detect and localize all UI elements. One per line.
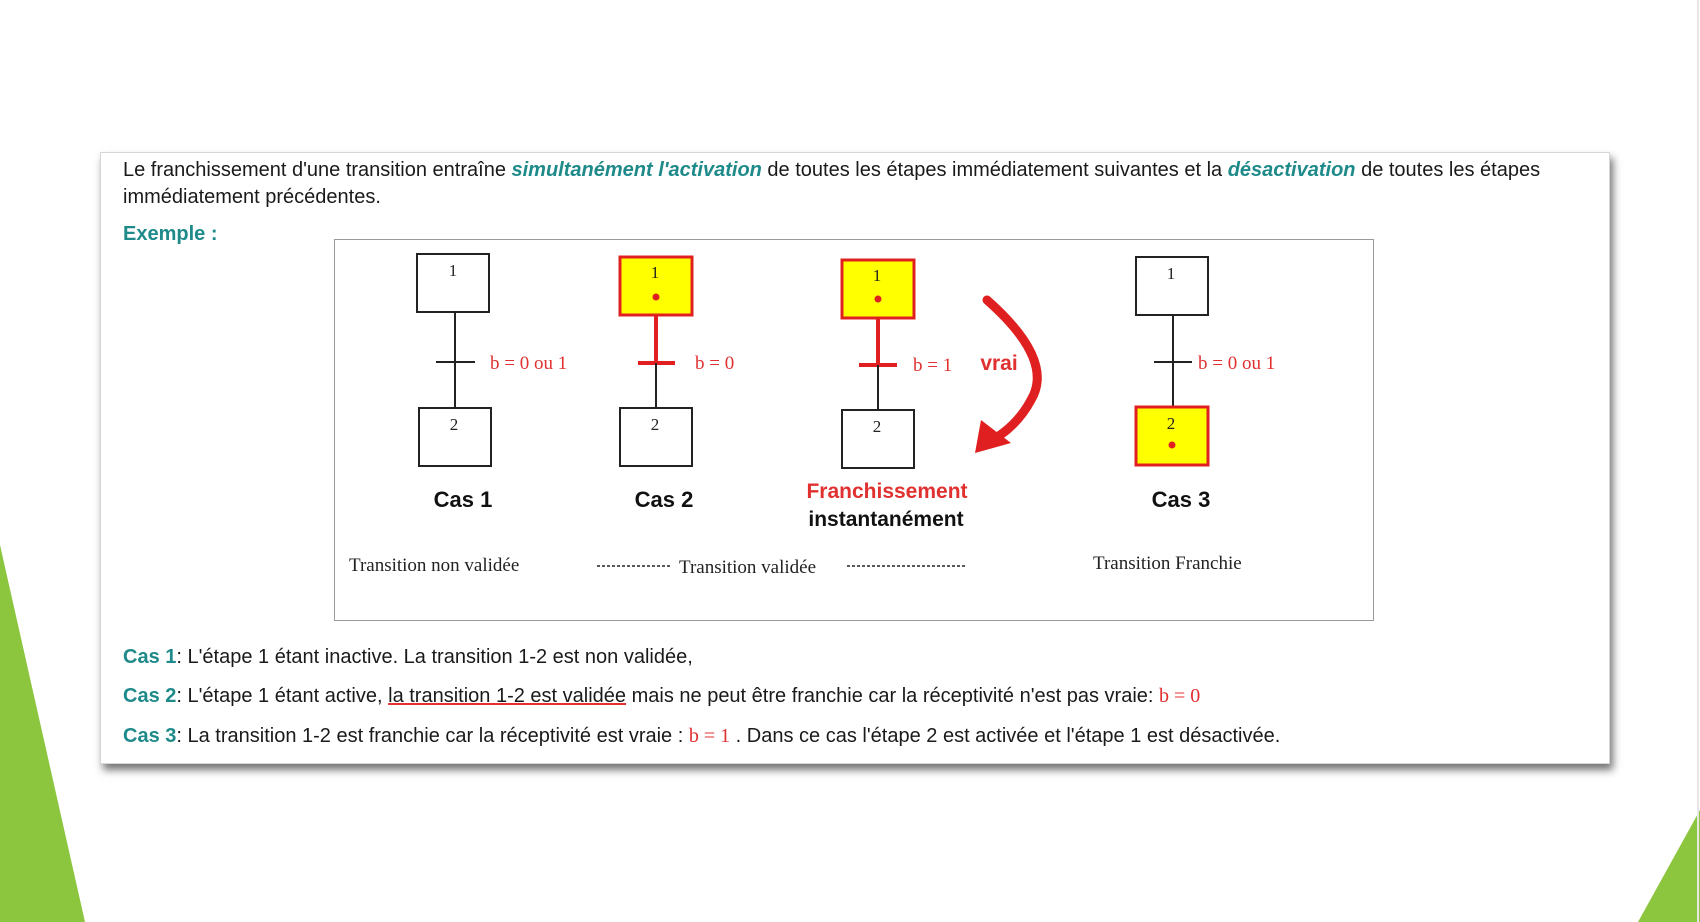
firing-receptivity: b = 1 — [913, 355, 953, 376]
case2-step-1-number: 1 — [650, 263, 660, 282]
firing-caption-black: instantanément — [808, 508, 964, 531]
case-transition-firing — [806, 260, 1037, 531]
cas2-label: Cas 2 — [123, 685, 177, 707]
left-green-triangle — [0, 545, 85, 922]
firing-caption-red: Franchissement — [806, 480, 968, 503]
intro-emphasis-activation: simultanément l'activation — [511, 159, 762, 181]
intro-paragraph — [123, 157, 1593, 211]
cas3-text-after: . Dans ce cas l'étape 2 est activée et l'étape 1 est désactivée. — [730, 725, 1281, 747]
cas2-formula: b = 0 — [1159, 685, 1201, 707]
case1-step-1-number: 1 — [448, 261, 458, 280]
case2-caption: Cas 2 — [634, 487, 694, 512]
case2-step-1-token — [653, 294, 660, 301]
case-2 — [620, 257, 734, 512]
label-transition-franchie: Transition Franchie — [1093, 553, 1242, 574]
cas2-line — [123, 685, 1200, 708]
case1-caption: Cas 1 — [433, 487, 493, 512]
label-transition-non-validee: Transition non validée — [349, 555, 520, 576]
case2-step-2-number: 2 — [650, 415, 660, 434]
case3-step-2-number: 2 — [1166, 414, 1176, 433]
exemple-label: Exemple : — [123, 223, 218, 245]
cas3-text-before: : La transition 1-2 est franchie car la réceptivité est vraie : — [176, 725, 689, 747]
intro-emphasis-desactivation: désactivation — [1227, 159, 1356, 181]
firing-step-1-token — [875, 296, 882, 303]
case-1 — [417, 254, 567, 512]
case1-receptivity: b = 0 ou 1 — [490, 353, 568, 374]
intro-text-2: de toutes les étapes immédiatement suivantes et la — [761, 159, 1228, 181]
intro-text-1: Le franchissement d'une transition entraîne — [123, 159, 512, 181]
content-card — [100, 152, 1610, 764]
case3-caption: Cas 3 — [1151, 487, 1211, 512]
intro-text-3: de toutes les étapes immédiatement précédentes. — [123, 159, 1541, 208]
right-green-triangle — [1638, 810, 1700, 922]
label-transition-validee: Transition validée — [679, 557, 817, 578]
cas3-label: Cas 3 — [123, 725, 177, 747]
cas3-formula: b = 1 — [688, 725, 731, 747]
case-3 — [1136, 257, 1275, 512]
firing-step-1-number: 1 — [872, 266, 882, 285]
cas2-text-before: : L'étape 1 étant active, — [176, 685, 389, 707]
case3-receptivity: b = 0 ou 1 — [1198, 353, 1276, 374]
cas1-line — [123, 646, 693, 669]
firing-step-2-number: 2 — [872, 417, 882, 436]
cas2-underlined-text: la transition 1-2 est validée — [388, 685, 627, 707]
grafcet-diagram — [334, 239, 1374, 621]
firing-arrow-label: vrai — [980, 352, 1018, 375]
cas2-text-after: mais ne peut être franchie car la réceptivité n'est pas vraie: — [626, 685, 1160, 707]
case3-step-1-number: 1 — [1166, 264, 1176, 283]
case2-receptivity: b = 0 — [695, 353, 735, 374]
cas1-text: : L'étape 1 étant inactive. La transition 1-2 est non validée, — [176, 646, 693, 668]
grafcet-svg — [335, 240, 1373, 620]
case3-step-2-token — [1169, 442, 1176, 449]
cas1-label: Cas 1 — [123, 646, 177, 668]
case1-step-2-number: 2 — [449, 415, 459, 434]
cas3-line — [123, 725, 1280, 748]
